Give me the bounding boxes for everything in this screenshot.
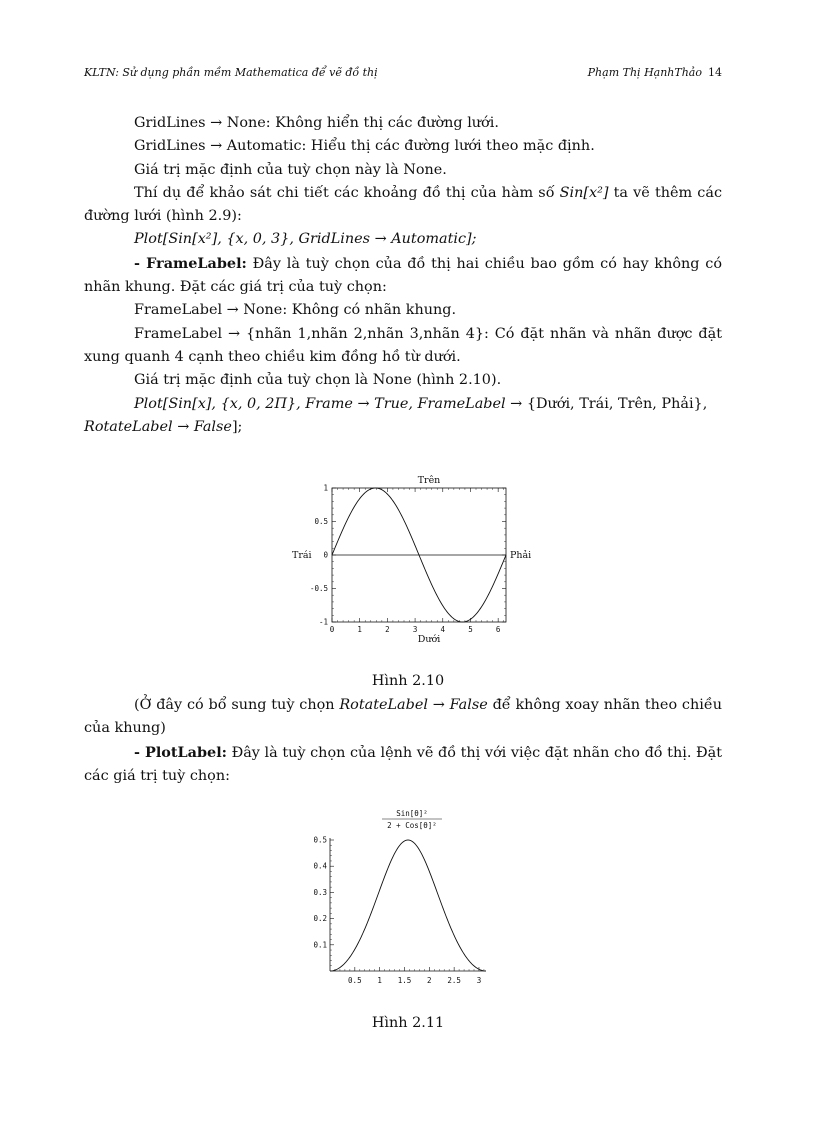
section-title-framelabel: - FrameLabel: [134,254,247,272]
plot-label-denominator: 2 + Cos[θ]² [387,821,437,830]
y-tick-label: 1 [323,483,328,493]
x-tick-label: 2 [427,976,432,985]
y-tick-label: 0.5 [313,835,327,845]
text-run: ]; [231,418,243,435]
plot-label-numerator: Sin[θ]² [396,809,428,818]
line-gridlines-automatic: GridLines → Automatic: Hiểu thị các đường lưới theo mặc định. [134,138,595,155]
sine-frame-chart [270,470,550,650]
x-tick-label: 1.5 [397,976,412,985]
text-run: (Ở đây có bổ sung tuỳ chọn [134,697,340,713]
text-run: Đây là tuỳ chọn của lệnh vẽ đồ thị với việc đặt nhãn cho đồ thị. Đặt các giá trị tuỳ chọn: [84,744,722,784]
line-default-value: Giá trị mặc định của tuỳ chọn này là None. [134,161,447,178]
frame-label-top: Trên [417,475,441,486]
y-tick-label: 0.5 [314,517,328,526]
math-inline: Sin[x²] [559,184,609,201]
x-tick-label: 3 [476,976,482,985]
frame-label-right: Phải [510,550,532,561]
y-tick-label: 0.4 [313,861,327,871]
x-tick-label: 2.5 [447,976,461,985]
code-plot-framelabel [84,393,722,440]
section-title-plotlabel: - PlotLabel: [134,743,227,761]
function-curve [330,840,486,971]
x-tick-label: 3 [412,625,418,634]
page-number: 14 [708,66,722,79]
line-gridlines-none: GridLines → None: Không hiển thị các đường lưới. [134,115,499,131]
y-tick-label: 0.1 [313,940,327,950]
x-tick-label: 4 [440,625,446,634]
paragraph-example [84,182,722,229]
y-tick-label: -1 [318,617,328,627]
plotlabel-chart [300,809,500,992]
x-tick-label: 1 [357,625,362,634]
x-tick-label: 5 [468,625,473,634]
caption-fig-2-11: Hình 2.11 [371,1015,445,1031]
math-inline: RotateLabel → False [339,697,488,713]
x-tick-label: 1 [377,976,382,985]
header-title: KLTN: Sử dụng phần mềm Mathematica để vẽ đồ thị [84,66,378,79]
author-name: Phạm Thị HạnhThảo [587,66,702,79]
paragraph-plotlabel [84,741,722,789]
frame-label-left: Trái [292,550,312,561]
text-run: Đây là tuỳ chọn của đồ thị hai chiều bao gồm có hay không có nhãn khung. Đặt các giá trị của tuỳ chọn: [84,255,722,296]
paragraph-rotatelabel-note [84,694,722,741]
figure-2-11 [300,809,500,992]
y-tick-label: 0.3 [313,887,327,897]
frame-label-bottom: Dưới [417,634,441,645]
paragraph-framelabel [84,252,722,300]
text-run: để không xoay nhãn theo chiều của khung) [84,697,722,737]
line-framelabel-none: FrameLabel → None: Không có nhãn khung. [134,302,457,319]
math-inline: RotateLabel → False [84,418,232,435]
header-author [588,66,722,79]
text-run: Thí dụ để khảo sát chi tiết các khoảng đồ thị của hàm số [134,184,560,201]
x-tick-label: 0 [329,625,335,634]
note-text [84,694,722,788]
code-plot-gridlines: Plot[Sin[x²], {x, 0, 3}, GridLines → Automatic]; [134,231,477,248]
y-tick-label: 0 [323,550,328,560]
line-framelabel-list: FrameLabel → {nhãn 1,nhãn 2,nhãn 3,nhãn 4}: Có đặt nhãn và nhãn được đặt xung quanh 4 cạnh theo chiều kim đồng hồ từ dưới. [84,325,722,365]
line-framelabel-default: Giá trị mặc định của tuỳ chọn là None (hình 2.10). [134,372,502,389]
x-tick-label: 6 [495,625,501,634]
figure-2-10 [270,470,550,650]
text-run: ta vẽ thêm các đường lưới (hình 2.9): [84,184,722,225]
x-tick-label: 2 [385,625,390,634]
main-text [84,112,722,439]
text-run: {Dưới, Trái, Trên, Phải}, [526,395,708,412]
y-tick-label: -0.5 [309,584,328,593]
math-inline: Plot[Sin[x], {x, 0, 2Π}, Frame → True, FrameLabel → [134,395,527,412]
caption-fig-2-10: Hình 2.10 [371,673,445,689]
y-tick-label: 0.2 [313,914,327,924]
x-tick-label: 0.5 [348,976,362,985]
